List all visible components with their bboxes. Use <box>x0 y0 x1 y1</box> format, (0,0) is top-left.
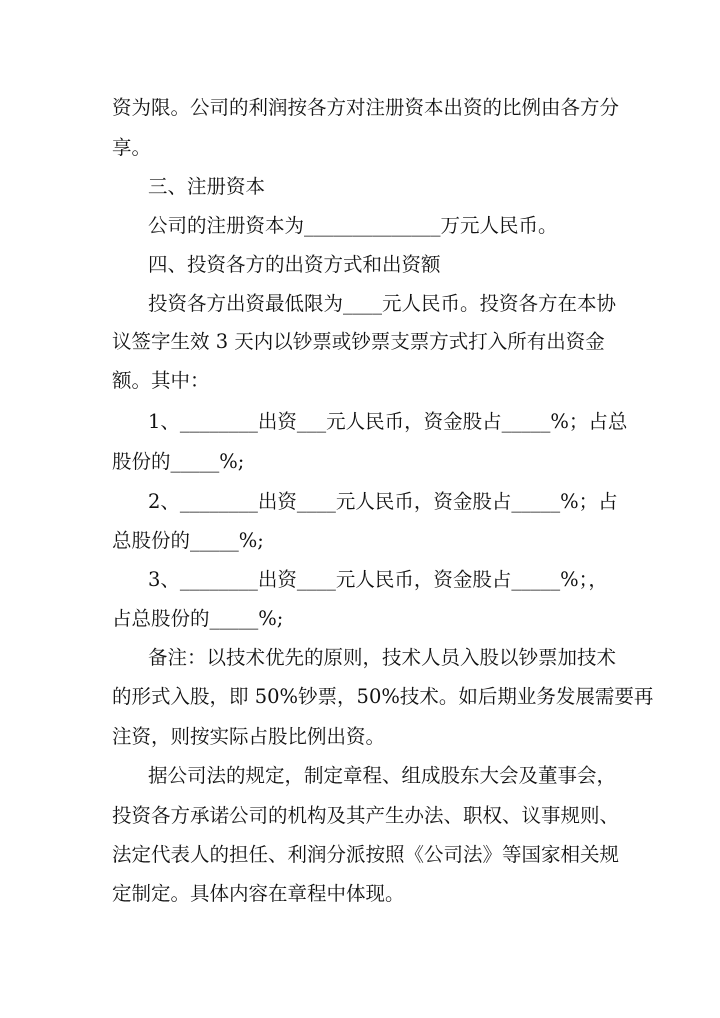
paragraph-line: 额。其中： <box>112 369 210 392</box>
paragraph-line: 的形式入股，即 50%钞票，50%技术。如后期业务发展需要再 <box>112 685 654 708</box>
list-item-line: 3、________出资____元人民币，资金股占_____%；， <box>148 568 608 591</box>
list-item-line: 股份的_____%; <box>112 450 245 473</box>
paragraph-line: 据公司法的规定，制定章程、组成股东大会及董事会， <box>148 764 617 787</box>
paragraph-line: 享。 <box>112 136 152 159</box>
paragraph-line: 法定代表人的担任、利润分派按照《公司法》等国家相关规 <box>112 843 620 866</box>
list-item-line: 总股份的_____%; <box>112 529 264 552</box>
section-heading: 四、投资各方的出资方式和出资额 <box>148 253 441 276</box>
list-item-line: 2、________出资____元人民币，资金股占_____%；占 <box>148 490 618 513</box>
paragraph-line: 公司的注册资本为______________万元人民币。 <box>148 214 558 237</box>
paragraph-line: 投资各方出资最低限为____元人民币。投资各方在本协 <box>148 292 617 315</box>
paragraph-line: 资为限。公司的利润按各方对注册资本出资的比例由各方分 <box>112 96 620 119</box>
paragraph-line: 注资，则按实际占股比例出资。 <box>112 725 386 748</box>
paragraph-line: 议签字生效 3 天内以钞票或钞票支票方式打入所有出资金 <box>112 330 605 353</box>
paragraph-line: 备注：以技术优先的原则，技术人员入股以钞票加技术 <box>148 646 617 669</box>
paragraph-line: 投资各方承诺公司的机构及其产生办法、职权、议事规则、 <box>112 804 620 827</box>
list-item-line: 1、________出资___元人民币，资金股占_____%；占总 <box>148 410 628 433</box>
section-heading: 三、注册资本 <box>148 175 266 198</box>
list-item-line: 占总股份的_____%; <box>112 607 284 630</box>
paragraph-line: 定制定。具体内容在章程中体现。 <box>112 882 405 905</box>
